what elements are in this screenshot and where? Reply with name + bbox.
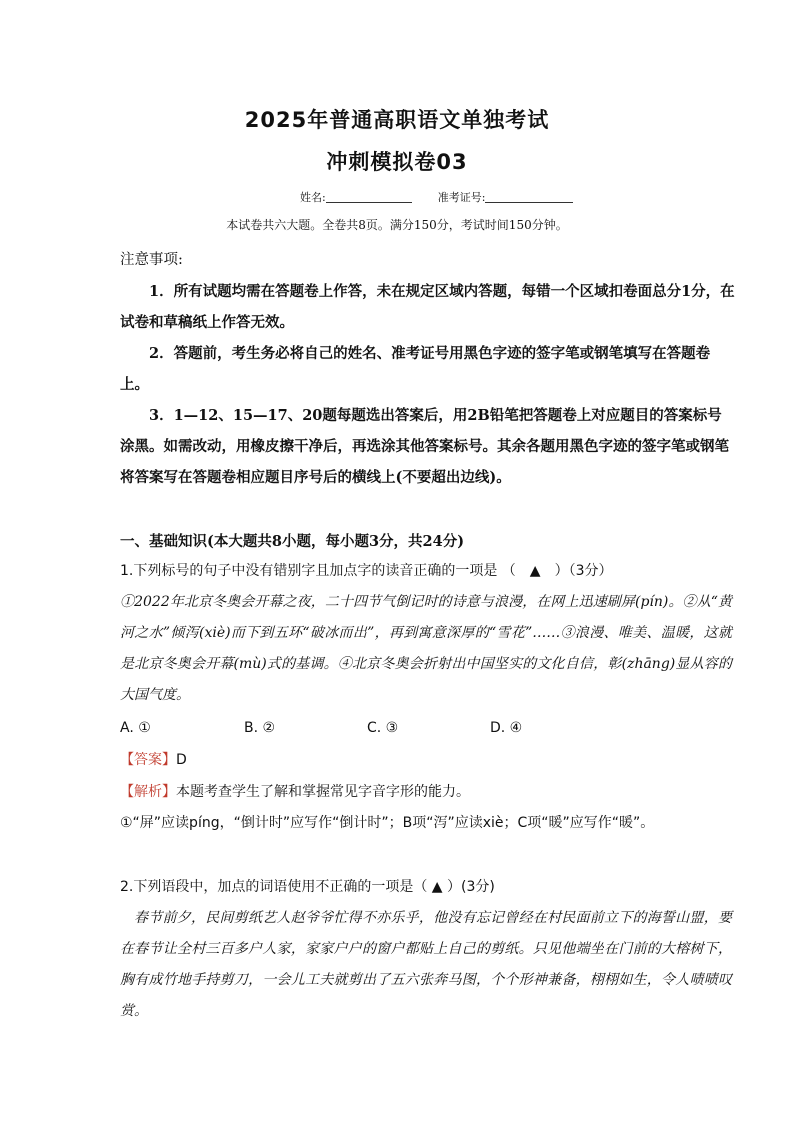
id-field[interactable] bbox=[485, 191, 573, 203]
question-2-passage: 春节前夕，民间剪纸艺人赵爷爷忙得不亦乐乎，他没有忘记曾经在村民面前立下的海誓山盟，要在春节让全村三百多户人家，家家户户的窗户都贴上自己的剪纸。只见他端坐在门前的大榕树下，胸有成竹地手持剪刀，一会儿工夫就剪出了五六张奔马图，个个形神兼备，栩栩如生，令人啧啧叹赏。 bbox=[120, 910, 732, 1019]
question-1-stem: 1.下列标号的句子中没有错别字且加点字的读音正确的一项是 （ ▲ ）（3分） bbox=[120, 563, 613, 579]
exam-title: 2025年普通高职语文单独考试 bbox=[244, 108, 550, 132]
candidate-info-line bbox=[300, 189, 573, 205]
name-label: 姓名: bbox=[300, 191, 326, 204]
id-label: 准考证号: bbox=[437, 191, 486, 204]
note-item-3: 3．1—12、15—17、20题每题选出答案后，用2B铅笔把答题卷上对应题目的答案标号涂黑。如需改动，用橡皮擦干净后，再选涂其他答案标号。其余各题用黑色字迹的签字笔或钢笔将答案写在答题卷相应题目序号后的横线上(不要超出边线)。 bbox=[120, 407, 729, 486]
answer-value: D bbox=[176, 752, 187, 768]
note-item-2: 2．答题前，考生务必将自己的姓名、准考证号用黑色字迹的签字笔或钢笔填写在答题卷上。 bbox=[120, 345, 711, 393]
analysis-tag: 【解析】 bbox=[120, 784, 176, 800]
question-1-analysis-detail: ①“屏”应读píng，“倒计时”应写作“倒计时”；B项“泻”应读xiè；C项“暖”应写作“暖”。 bbox=[120, 815, 655, 831]
question-1-analysis bbox=[120, 777, 735, 808]
question-1-answer bbox=[120, 745, 735, 776]
question-1-options bbox=[120, 713, 735, 744]
note-item-1: 1．所有试题均需在答题卷上作答，未在规定区域内答题，每错一个区域扣卷面总分1分，在试卷和草稿纸上作答无效。 bbox=[120, 283, 735, 331]
name-field[interactable] bbox=[326, 191, 412, 203]
analysis-text: 本题考查学生了解和掌握常见字音字形的能力。 bbox=[176, 784, 470, 800]
question-1-passage: ①2022年北京冬奥会开幕之夜，二十四节气倒记时的诗意与浪漫，在网上迅速刷屏(pín)。②从“黄河之水”倾泻(xiè)而下到五环“破冰而出”，再到寓意深厚的“雪花”……③浪漫、唯美、温暖，这就是北京冬奥会开幕(mù)式的基调。④北京冬奥会折射出中国坚实的文化自信，彰(zhāng)显从容的大国气度。 bbox=[120, 594, 732, 703]
exam-intro: 本试卷共六大题。全卷共8页。满分150分，考试时间150分钟。 bbox=[226, 218, 568, 232]
option-c[interactable]: C. ③ bbox=[367, 720, 399, 736]
question-2-stem: 2.下列语段中，加点的词语使用不正确的一项是（ ▲ ）(3分) bbox=[120, 879, 495, 895]
option-a[interactable]: A. ① bbox=[120, 720, 151, 736]
notes-heading: 注意事项: bbox=[120, 252, 183, 268]
option-d[interactable]: D. ④ bbox=[490, 720, 523, 736]
exam-subtitle: 冲刺模拟卷03 bbox=[326, 150, 468, 174]
section-1-heading: 一、基础知识(本大题共8小题，每小题3分，共24分) bbox=[120, 533, 465, 550]
option-b[interactable]: B. ② bbox=[244, 720, 276, 736]
answer-tag: 【答案】 bbox=[120, 752, 176, 768]
